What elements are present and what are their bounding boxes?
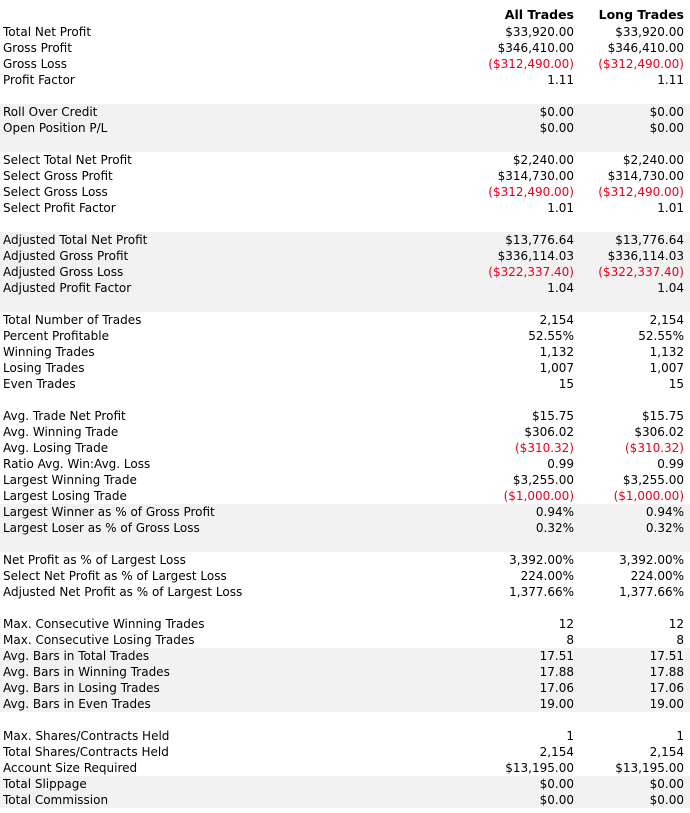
all-trades-value: 12 [558, 617, 574, 631]
all-trades-value: $0.00 [539, 121, 574, 135]
all-trades-value: 1,007 [539, 361, 574, 375]
spacer-row [0, 296, 690, 312]
table-row [0, 760, 690, 776]
table-row [0, 616, 690, 632]
row-label: Avg. Bars in Losing Trades [3, 681, 160, 695]
row-label: Percent Profitable [3, 329, 109, 343]
long-trades-value: 0.32% [645, 521, 684, 535]
all-trades-value: 0.32% [535, 521, 574, 535]
row-label: Adjusted Gross Loss [3, 265, 124, 279]
table-row [0, 120, 690, 136]
long-trades-value: 1.01 [657, 201, 684, 215]
row-label: Adjusted Profit Factor [3, 281, 132, 295]
table-row [0, 584, 690, 600]
table-row [0, 152, 690, 168]
all-trades-value: 52.55% [528, 329, 574, 343]
all-trades-value: 8 [566, 633, 574, 647]
table-row [0, 168, 690, 184]
all-trades-value: $13,776.64 [505, 233, 574, 247]
all-trades-value: 0.99 [547, 457, 574, 471]
row-label: Total Slippage [3, 777, 87, 791]
long-trades-value: ($310.32) [625, 441, 684, 455]
long-trades-value: $314,730.00 [607, 169, 684, 183]
table-row [0, 696, 690, 712]
all-trades-value: 224.00% [520, 569, 574, 583]
row-label: Adjusted Total Net Profit [3, 233, 148, 247]
header-all-trades: All Trades [504, 7, 574, 22]
spacer-row [0, 88, 690, 104]
all-trades-value: 2,154 [539, 745, 574, 759]
long-trades-value: $2,240.00 [622, 153, 684, 167]
table-row [0, 776, 690, 792]
table-row [0, 40, 690, 56]
table-row [0, 312, 690, 328]
row-label: Largest Winning Trade [3, 473, 137, 487]
long-trades-value: 1 [676, 729, 684, 743]
long-trades-value: 0.94% [645, 505, 684, 519]
all-trades-value: $13,195.00 [505, 761, 574, 775]
spacer-row [0, 536, 690, 552]
table-row [0, 424, 690, 440]
all-trades-value: 1,377.66% [509, 585, 574, 599]
header-long-trades: Long Trades [598, 7, 684, 22]
row-label: Total Net Profit [3, 25, 92, 39]
row-label: Select Total Net Profit [3, 153, 132, 167]
table-row [0, 552, 690, 568]
row-label: Select Net Profit as % of Largest Loss [3, 569, 227, 583]
all-trades-value: 19.00 [539, 697, 574, 711]
table-row [0, 472, 690, 488]
row-label: Max. Consecutive Losing Trades [3, 633, 195, 647]
all-trades-value: ($312,490.00) [488, 185, 574, 199]
table-row [0, 664, 690, 680]
long-trades-value: 17.88 [649, 665, 684, 679]
table-row [0, 440, 690, 456]
long-trades-value: 19.00 [649, 697, 684, 711]
long-trades-value: $3,255.00 [622, 473, 684, 487]
long-trades-value: 1,132 [649, 345, 684, 359]
long-trades-value: 17.06 [649, 681, 684, 695]
all-trades-value: 1.01 [547, 201, 574, 215]
table-row [0, 648, 690, 664]
row-label: Net Profit as % of Largest Loss [3, 553, 186, 567]
all-trades-value: $306.02 [524, 425, 574, 439]
row-label: Max. Consecutive Winning Trades [3, 617, 205, 631]
all-trades-value: 3,392.00% [509, 553, 574, 567]
column-header [0, 7, 690, 23]
long-trades-value: 1.04 [657, 281, 684, 295]
row-label: Avg. Bars in Total Trades [3, 649, 150, 663]
row-label: Gross Loss [3, 57, 67, 71]
table-row [0, 104, 690, 120]
row-label: Avg. Bars in Even Trades [3, 697, 151, 711]
row-label: Max. Shares/Contracts Held [3, 729, 170, 743]
all-trades-value: 17.88 [539, 665, 574, 679]
long-trades-value: 0.99 [657, 457, 684, 471]
spacer-row [0, 600, 690, 616]
spacer-row [0, 392, 690, 408]
row-label: Account Size Required [3, 761, 138, 775]
all-trades-value: $0.00 [539, 777, 574, 791]
all-trades-value: ($312,490.00) [488, 57, 574, 71]
long-trades-value: 17.51 [649, 649, 684, 663]
table-row [0, 520, 690, 536]
row-label: Select Profit Factor [3, 201, 116, 215]
long-trades-value: 2,154 [649, 313, 684, 327]
table-row [0, 744, 690, 760]
table-row [0, 728, 690, 744]
table-row [0, 56, 690, 72]
all-trades-value: $346,410.00 [497, 41, 574, 55]
long-trades-value: 15 [668, 377, 684, 391]
row-label: Total Number of Trades [3, 313, 142, 327]
long-trades-value: ($312,490.00) [598, 57, 684, 71]
long-trades-value: 1,377.66% [619, 585, 684, 599]
table-row [0, 360, 690, 376]
long-trades-value: 1.11 [657, 73, 684, 87]
row-label: Even Trades [3, 377, 76, 391]
spacer-row [0, 136, 690, 152]
row-label: Largest Winner as % of Gross Profit [3, 505, 215, 519]
long-trades-value: 52.55% [638, 329, 684, 343]
row-label: Roll Over Credit [3, 105, 98, 119]
row-label: Avg. Bars in Winning Trades [3, 665, 170, 679]
all-trades-value: 1.04 [547, 281, 574, 295]
all-trades-value: 1 [566, 729, 574, 743]
row-label: Largest Losing Trade [3, 489, 127, 503]
all-trades-value: $314,730.00 [497, 169, 574, 183]
long-trades-value: $0.00 [649, 777, 684, 791]
all-trades-value: $0.00 [539, 105, 574, 119]
all-trades-value: ($310.32) [515, 441, 574, 455]
long-trades-value: $13,195.00 [615, 761, 684, 775]
long-trades-value: 8 [676, 633, 684, 647]
spacer-row [0, 712, 690, 728]
table-row [0, 280, 690, 296]
table-row [0, 792, 690, 808]
long-trades-value: $0.00 [649, 105, 684, 119]
all-trades-value: ($322,337.40) [488, 265, 574, 279]
row-label: Avg. Trade Net Profit [3, 409, 126, 423]
all-trades-value: 17.06 [539, 681, 574, 695]
row-label: Ratio Avg. Win:Avg. Loss [3, 457, 151, 471]
row-label: Winning Trades [3, 345, 95, 359]
row-label: Open Position P/L [3, 121, 108, 135]
all-trades-value: $0.00 [539, 793, 574, 807]
long-trades-value: $346,410.00 [607, 41, 684, 55]
all-trades-value: 17.51 [539, 649, 574, 663]
long-trades-value: ($322,337.40) [598, 265, 684, 279]
all-trades-value: $2,240.00 [512, 153, 574, 167]
table-row [0, 232, 690, 248]
table-row [0, 568, 690, 584]
table-row [0, 72, 690, 88]
all-trades-value: $336,114.03 [497, 249, 574, 263]
all-trades-value: 2,154 [539, 313, 574, 327]
row-label: Select Gross Loss [3, 185, 108, 199]
spacer-row [0, 216, 690, 232]
table-row [0, 328, 690, 344]
performance-summary-table [0, 24, 690, 808]
row-label: Profit Factor [3, 73, 75, 87]
table-row [0, 456, 690, 472]
table-row [0, 408, 690, 424]
row-label: Total Shares/Contracts Held [3, 745, 169, 759]
long-trades-value: 12 [668, 617, 684, 631]
row-label: Select Gross Profit [3, 169, 113, 183]
long-trades-value: $15.75 [642, 409, 684, 423]
row-label: Losing Trades [3, 361, 85, 375]
long-trades-value: $0.00 [649, 793, 684, 807]
table-row [0, 488, 690, 504]
row-label: Avg. Winning Trade [3, 425, 119, 439]
row-label: Adjusted Net Profit as % of Largest Loss [3, 585, 243, 599]
long-trades-value: ($312,490.00) [598, 185, 684, 199]
long-trades-value: ($1,000.00) [613, 489, 684, 503]
row-label: Gross Profit [3, 41, 72, 55]
table-row [0, 344, 690, 360]
table-row [0, 264, 690, 280]
long-trades-value: $13,776.64 [615, 233, 684, 247]
long-trades-value: 3,392.00% [619, 553, 684, 567]
all-trades-value: 0.94% [535, 505, 574, 519]
long-trades-value: $336,114.03 [607, 249, 684, 263]
row-label: Largest Loser as % of Gross Loss [3, 521, 200, 535]
long-trades-value: 1,007 [649, 361, 684, 375]
table-row [0, 504, 690, 520]
all-trades-value: ($1,000.00) [503, 489, 574, 503]
long-trades-value: $0.00 [649, 121, 684, 135]
row-label: Total Commission [3, 793, 109, 807]
long-trades-value: 2,154 [649, 745, 684, 759]
all-trades-value: $33,920.00 [505, 25, 574, 39]
table-row [0, 680, 690, 696]
table-row [0, 248, 690, 264]
table-row [0, 376, 690, 392]
all-trades-value: 15 [558, 377, 574, 391]
long-trades-value: 224.00% [630, 569, 684, 583]
table-row [0, 24, 690, 40]
table-row [0, 184, 690, 200]
all-trades-value: 1,132 [539, 345, 574, 359]
all-trades-value: $3,255.00 [512, 473, 574, 487]
long-trades-value: $33,920.00 [615, 25, 684, 39]
all-trades-value: $15.75 [532, 409, 574, 423]
long-trades-value: $306.02 [634, 425, 684, 439]
table-row [0, 200, 690, 216]
table-row [0, 632, 690, 648]
row-label: Avg. Losing Trade [3, 441, 109, 455]
row-label: Adjusted Gross Profit [3, 249, 129, 263]
all-trades-value: 1.11 [547, 73, 574, 87]
